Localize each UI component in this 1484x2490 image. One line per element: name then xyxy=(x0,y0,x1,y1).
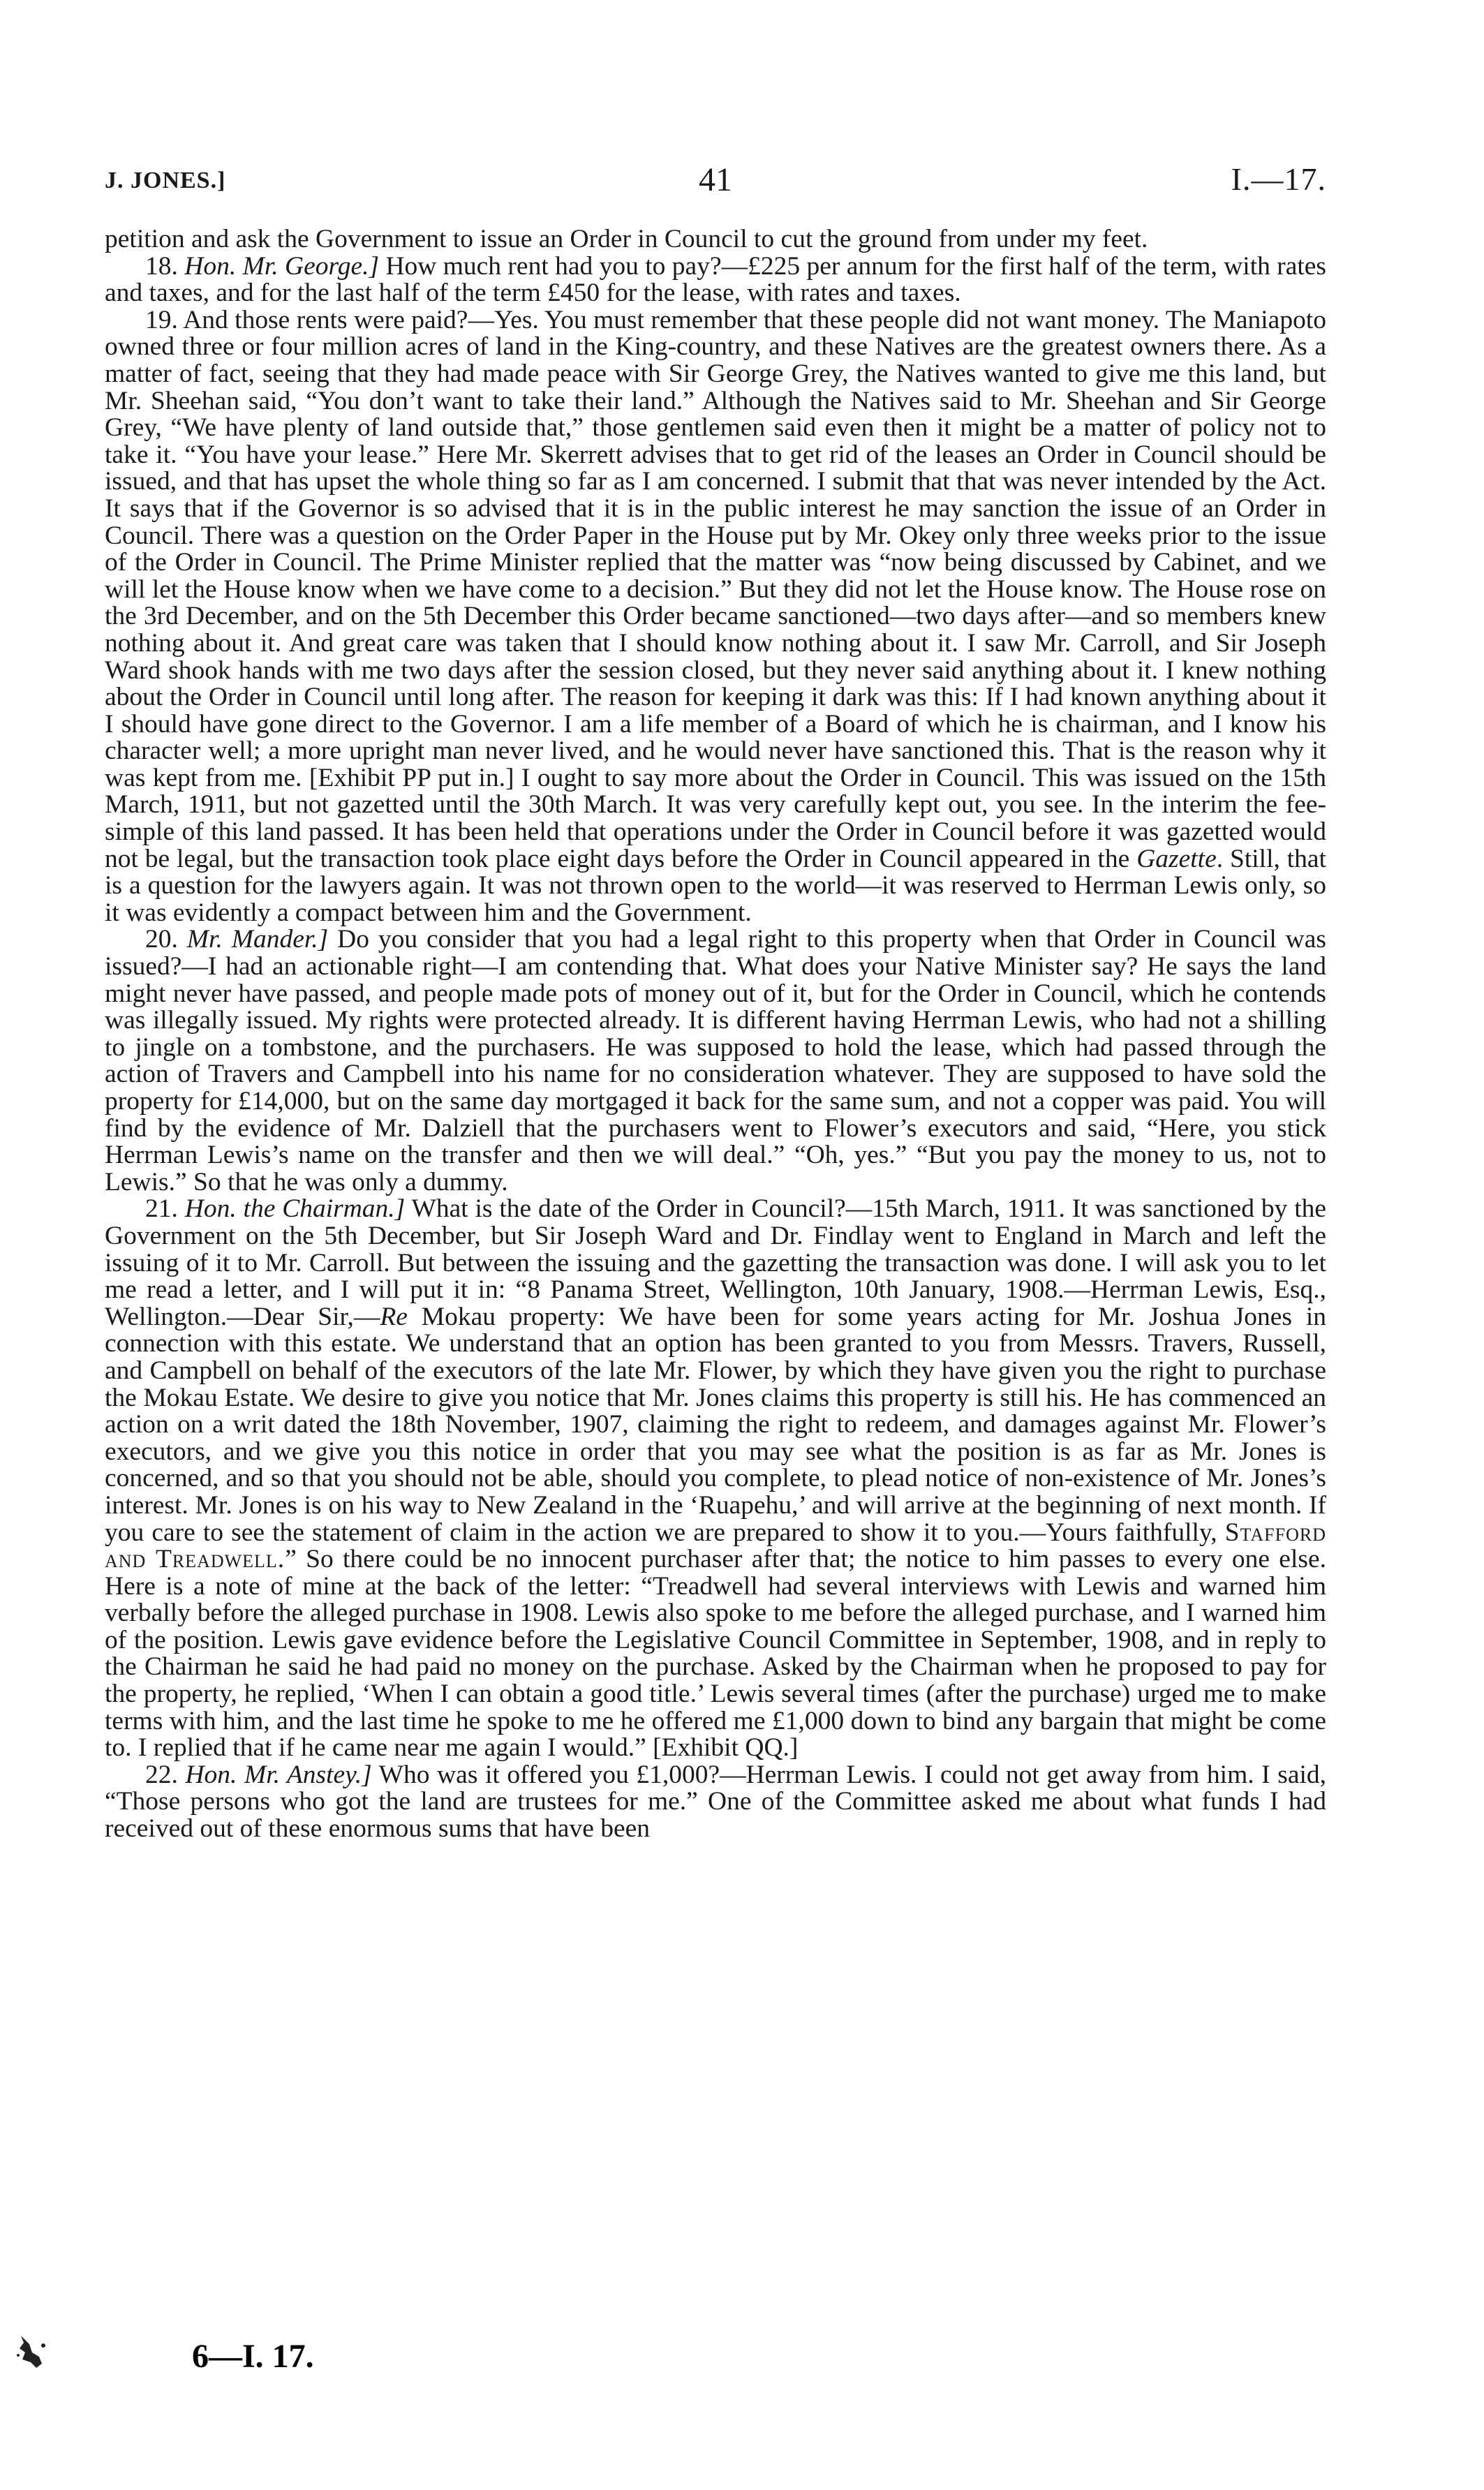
paragraph-19: 19. And those rents were paid?—Yes. You must remember that these people did not want money. The Maniapoto owned three or four million acres of land in the King-country, and these Natives are the greatest owners there. As a matter of fact, seeing that they had made peace with Sir George Grey, the Natives wanted to give me this land, but Mr. Sheehan said, “You don’t want to take their land.” Although the Natives said to Mr. Sheehan and Sir George Grey, “We have plenty of land outside that,” those gentlemen said even then it might be a matter of policy not to take it. “You have your lease.” Here Mr. Skerrett advises that to get rid of the leases an Order in Council should be issued, and that has upset the whole thing so far as I am concerned. I submit that that was never intended by the Act. It says that if the Governor is so advised that it is in the public interest he may sanction the issue of an Order in Council. There was a question on the Order Paper in the House put by Mr. Okey only three weeks prior to the issue of the Order in Council. The Prime Minister replied that the matter was “now being discussed by Cabinet, and we will let the House know when we have come to a decision.” But they did not let the House know. The House rose on the 3rd December, and on the 5th December this Order became sanctioned—two days after—and so members knew nothing about it. And great care was taken that I should know nothing about it. I saw Mr. Carroll, and Sir Joseph Ward shook hands with me two days after the session closed, but they never said anything about it. I knew nothing about the Order in Council until long after. The reason for keeping it dark was this: If I had known anything about it I should have gone direct to the Governor. I am a life member of a Board of which he is chairman, and I know his character well; a more upright man never lived, and he would never have sanctioned this. That is the reason why it was kept from me. [Exhibit PP put in.] I ought to say more about the Order in Council. This was issued on the 15th March, 1911, but not gazetted until the 30th March. It was very carefully kept out, you see. In the interim the fee-simple of this land passed. It has been held that operations under the Order in Council before it was gazetted would not be legal, but the transaction took place eight days before the Order in Council appeared in the Gazette. Still, that is a question for the lawyers again. It was not thrown open to the world—it was reserved to Herrman Lewis only, so it was evidently a compact between him and the Government. xyxy=(105,305,1326,927)
speaker: Hon. the Chairman.] xyxy=(184,1194,406,1224)
paper-reference: I.—17. xyxy=(1231,161,1326,197)
speaker: Hon. Mr. Anstey.] xyxy=(185,1760,372,1789)
paragraph-22: 22. Hon. Mr. Anstey.] Who was it offered you £1,000?—Herrman Lewis. I could not get away from him. I said, “Those persons who got the land are trustees for me.” One of the Committee asked me about what funds I had received out of these enormous sums that have been xyxy=(105,1760,1327,1844)
signature-firm: Stafford and Treadwell. xyxy=(105,1518,1326,1574)
paragraph-18: 18. Hon. Mr. George.] How much rent had you to pay?—£225 per annum for the first half of the term, with rates and taxes, and for the last half of the term £450 for the lease, with rates and taxes. xyxy=(105,251,1327,308)
document-body xyxy=(105,226,1326,1843)
paragraph-21: 21. Hon. the Chairman.] What is the date of the Order in Council?—15th March, 1911. It was sanctioned by the Government on the 5th December, but Sir Joseph Ward and Dr. Findlay went to England in March and left the issuing of it to Mr. Carroll. But between the issuing and the gazetting the transaction was done. I will ask you to let me read a letter, and I will put it in: “8 Panama Street, Wellington, 10th January, 1908.—Herrman Lewis, Esq., Wellington.—Dear Sir,—Re Mokau property: We have been for some years acting for Mr. Joshua Jones in connection with this estate. We understand that an option has been granted to you from Messrs. Travers, Russell, and Campbell on behalf of the executors of the late Mr. Flower, by which they have given you the right to purchase the Mokau Estate. We desire to give you notice that Mr. Jones claims this property is still his. He has commenced an action on a writ dated the 18th November, 1907, claiming the right to redeem, and damages against Mr. Flower’s executors, and we give you this notice in order that you may see what the position is as far as Mr. Jones is concerned, and so that you should not be able, should you complete, to plead notice of non-existence of Mr. Jones’s interest. Mr. Jones is on his way to New Zealand in the ‘Ruapehu,’ and will arrive at the beginning of next month. If you care to see the statement of claim in the action we are prepared to show it to you.—Yours faithfully, Stafford and Treadwell.” So there could be no innocent purchaser after that; the notice to him passes to every one else. Here is a note of mine at the back of the letter: “Treadwell had several interviews with Lewis and warned him verbally before the alleged purchase in 1908. Lewis also spoke to me before the alleged purchase, and I warned him of the position. Lewis gave evidence before the Legislative Council Committee in September, 1908, and in reply to the Chairman he said he had paid no money on the purchase. Asked by the Chairman when he proposed to pay for the property, he replied, ‘When I can obtain a good title.’ Lewis several times (after the purchase) urged me to make terms with him, and the last time he spoke to me he offered me £1,000 down to bind any bargain that might be come to. I replied that if he came near me again I would.” [Exhibit QQ.] xyxy=(105,1194,1327,1763)
header-witness: J. JONES.] xyxy=(105,168,226,193)
question-number: 21. xyxy=(145,1194,178,1224)
page-number: 41 xyxy=(699,161,732,198)
speaker: Mr. Mander.] xyxy=(186,925,329,954)
paragraph-continuation: petition and ask the Government to issue an Order in Council to cut the ground from under my feet. xyxy=(105,225,1148,253)
paragraph-20: 20. Mr. Mander.] Do you consider that you had a legal right to this property when that Order in Council was issued?—I had an actionable right—I am contending that. What does your Native Minister say? He says the land might never have passed, and people made pots of money out of it, but for the Order in Council, which he contends was illegally issued. My rights were protected already. It is different having Herrman Lewis, who had not a shilling to jingle on a tombstone, and the purchasers. He was supposed to hold the lease, which had passed through the action of Travers and Campbell into his name for no consideration whatever. They are supposed to have sold the property for £14,000, but on the same day mortgaged it back for the same sum, and not a copper was paid. You will find by the evidence of Mr. Dalziell that the purchasers went to Flower’s executors and said, “Here, you stick Herrman Lewis’s name on the transfer and then we will deal.” “Oh, yes.” “But you pay the money to us, not to Lewis.” So that he was only a dummy. xyxy=(105,925,1327,1196)
page-header xyxy=(105,161,1326,216)
document-page xyxy=(105,161,1326,1843)
question-number: 22. xyxy=(145,1760,178,1789)
question-number: 19. xyxy=(145,305,178,334)
question-number: 20. xyxy=(145,925,178,954)
question-number: 18. xyxy=(145,251,178,281)
page-footer-signature: 6—I. 17. xyxy=(192,2338,314,2375)
speaker: Hon. Mr. George.] xyxy=(184,251,380,281)
ink-smudge-mark xyxy=(15,2332,50,2373)
